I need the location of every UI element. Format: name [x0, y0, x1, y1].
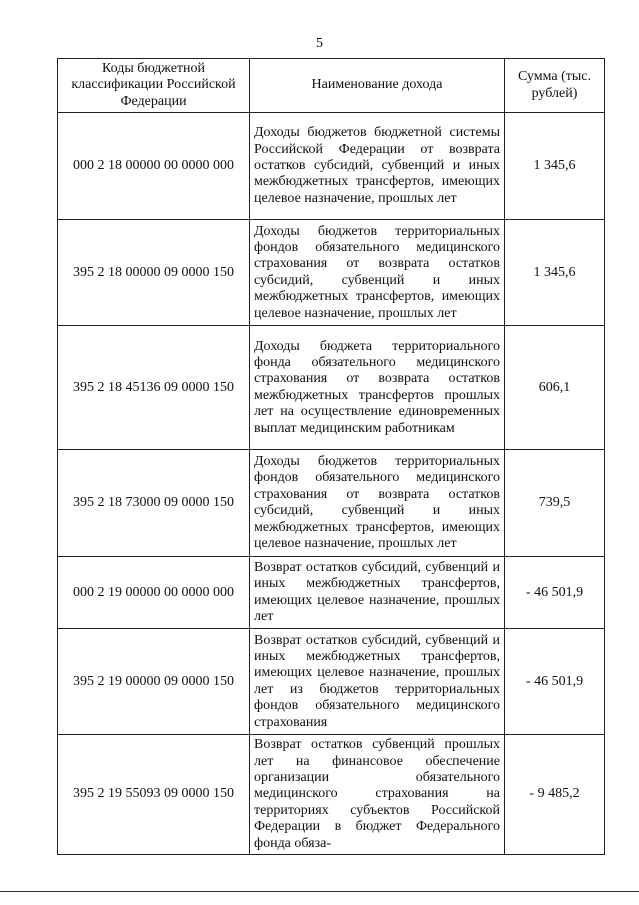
- table-row: [58, 113, 605, 220]
- bottom-divider: [0, 891, 639, 892]
- budget-code-cell: 000 2 18 00000 00 0000 000: [58, 113, 250, 220]
- income-name-cell: Доходы бюджетов территориальных фондов обязательного медицинского страхования от возврата остатков субсидий, субвенций и иных межбюджетных трансфертов, имеющих целевое назначение, прошлых лет: [250, 220, 505, 326]
- amount-cell: 739,5: [505, 450, 605, 557]
- table-row: [58, 450, 605, 557]
- income-name-cell: Доходы бюджетов бюджетной системы Российской Федерации от возврата остатков субсидий, субвенций и иных межбюджетных трансфертов, имеющих целевое назначение, прошлых лет: [250, 113, 505, 220]
- budget-income-table: [57, 58, 605, 855]
- income-name-cell: Доходы бюджетов территориальных фондов обязательного медицинского страхования от возврата остатков субсидий, субвенций и иных межбюджетных трансфертов, имеющих целевое назначение, прошлых лет: [250, 450, 505, 557]
- amount-cell: 1 345,6: [505, 113, 605, 220]
- table-row: [58, 557, 605, 629]
- amount-cell: 606,1: [505, 326, 605, 450]
- amount-cell: - 46 501,9: [505, 557, 605, 629]
- income-name-cell: Доходы бюджета территориального фонда обязательного медицинского страхования от возврата остатков межбюджетных трансфертов прошлых лет на осуществление единовременных выплат медицинским работникам: [250, 326, 505, 450]
- budget-code-cell: 395 2 19 55093 09 0000 150: [58, 735, 250, 855]
- income-name-cell: Возврат остатков субсидий, субвенций и иных межбюджетных трансфертов, имеющих целевое назначение, прошлых лет из бюджетов территориальных фондов обязательного медицинского страхования: [250, 629, 505, 735]
- table-row: [58, 220, 605, 326]
- budget-code-cell: 395 2 18 00000 09 0000 150: [58, 220, 250, 326]
- table-row: [58, 629, 605, 735]
- income-name-cell: Возврат остатков субсидий, субвенций и иных межбюджетных трансфертов, имеющих целевое назначение, прошлых лет: [250, 557, 505, 629]
- table-body: [58, 113, 605, 855]
- budget-code-cell: 395 2 18 45136 09 0000 150: [58, 326, 250, 450]
- amount-cell: - 9 485,2: [505, 735, 605, 855]
- page-number: 5: [316, 36, 323, 51]
- table-header: [58, 59, 605, 113]
- budget-code-cell: 395 2 18 73000 09 0000 150: [58, 450, 250, 557]
- budget-code-cell: 395 2 19 00000 09 0000 150: [58, 629, 250, 735]
- amount-cell: 1 345,6: [505, 220, 605, 326]
- amount-cell: - 46 501,9: [505, 629, 605, 735]
- income-name-cell: Возврат остатков субвенций прошлых лет на финансовое обеспечение организации обязательного медицинского страхования на территориях субъектов Российской Федерации в бюджет Федерального фонда обяза-: [250, 735, 505, 855]
- budget-code-cell: 000 2 19 00000 00 0000 000: [58, 557, 250, 629]
- header-amount: Сумма (тыс. рублей): [505, 59, 605, 113]
- header-codes: Коды бюджетной классификации Российской Федерации: [58, 59, 250, 113]
- table-row: [58, 326, 605, 450]
- header-row: [58, 59, 605, 113]
- table-row: [58, 735, 605, 855]
- header-income-name: Наименование дохода: [250, 59, 505, 113]
